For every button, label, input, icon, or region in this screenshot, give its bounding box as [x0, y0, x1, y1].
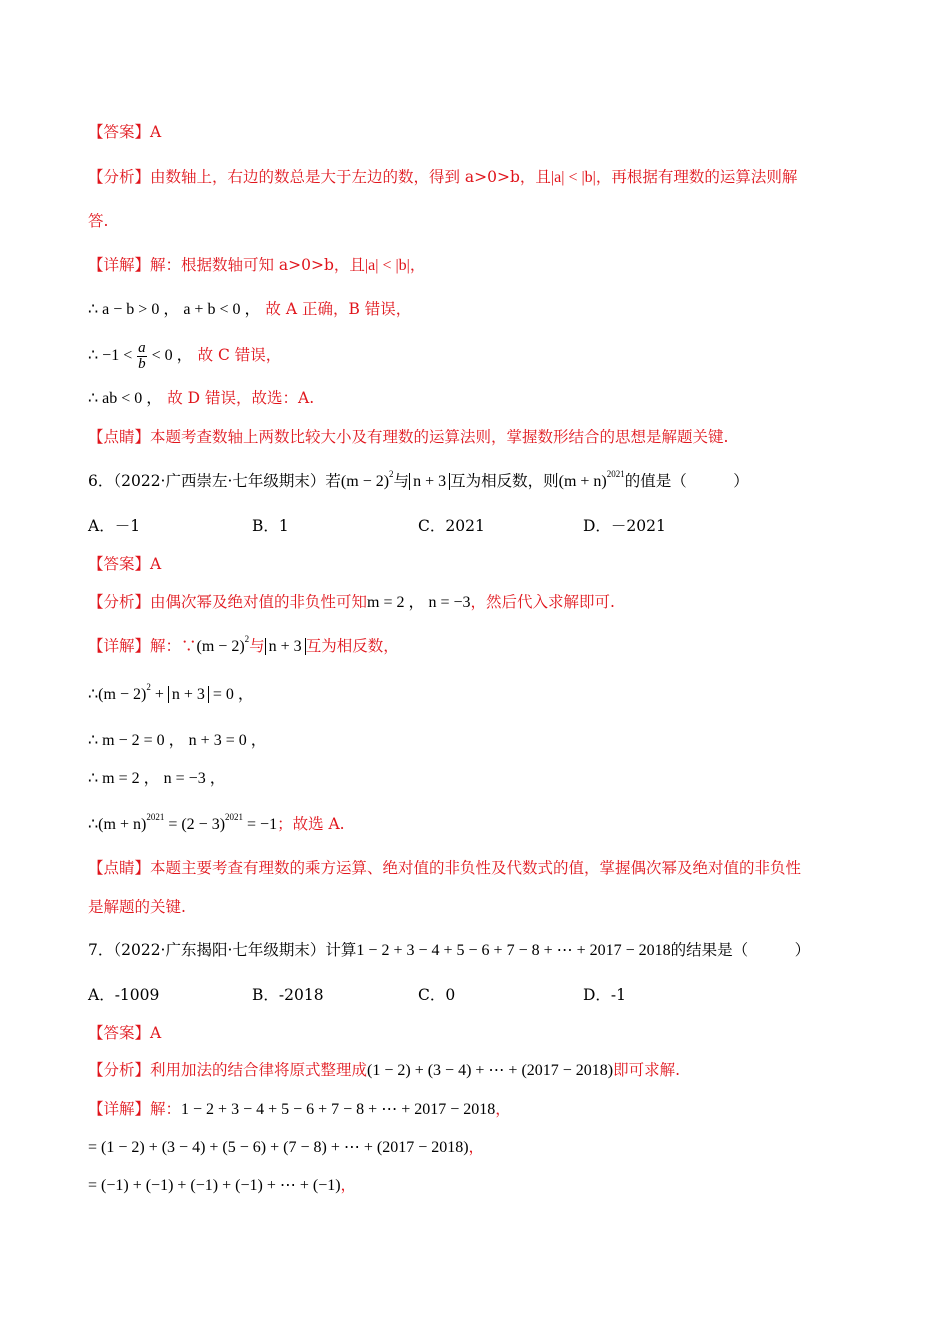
q6-detail-base: (m − 2) — [196, 638, 245, 655]
q5-answer: 【答案】A — [88, 123, 162, 141]
q7-option-d: D．-1 — [583, 986, 627, 1004]
q6-comment-cont: 是解题的关键. — [88, 898, 186, 916]
q6-analysis-text-a: 【分析】由偶次幂及绝对值的非负性可知 — [88, 593, 368, 611]
q5-step-1-math: ∴ a − b > 0 ， a + b < 0 ， — [88, 301, 261, 318]
q6-detail-text-a: 【详解】解：∵ — [88, 637, 197, 655]
q5-comment: 【点睛】本题考查数轴上两数比较大小及有理数的运算法则，掌握数形结合的思想是解题关键. — [88, 428, 729, 446]
q6-stem-abs: n + 3 — [409, 473, 450, 490]
q5-analysis-text-b: ，再根据有理数的运算法则解 — [595, 168, 798, 186]
q6-detail-abs: n + 3 — [265, 638, 306, 655]
q6-step-4-exponent-1: 2021 — [146, 812, 165, 822]
q7-option-b: B．-2018 — [252, 986, 324, 1004]
q7-stem-text-a: 7．（2022·广东揭阳·七年级期末）计算 — [88, 941, 357, 959]
q6-step-1 — [88, 684, 254, 706]
q6-stem-base-1: (m − 2) — [340, 473, 390, 490]
q6-detail-exponent: 2 — [244, 634, 250, 644]
q7-step-2-punct: ， — [340, 1176, 357, 1194]
q6-option-a: A．－1 — [88, 517, 141, 535]
q7-detail-math: 1 − 2 + 3 − 4 + 5 − 6 + 7 − 8 + ⋯ + 2017 − 2018 — [181, 1101, 496, 1118]
q6-stem-expr-2 — [558, 469, 625, 490]
q5-detail-text-a: 【详解】解：根据数轴可知 a>0>b，且 — [88, 256, 365, 274]
q7-detail-text-b: ， — [495, 1100, 511, 1118]
q6-step-4-exponent-2: 2021 — [225, 812, 244, 822]
q5-step-3-text: 故 D 错误，故选：A. — [167, 389, 315, 407]
q6-step-3: ∴ m = 2 ， n = −3 ， — [88, 770, 226, 787]
q6-stem-base-2: (m + n) — [558, 473, 607, 490]
q6-step-1-base: ∴(m − 2) — [88, 686, 147, 703]
q7-step-1 — [88, 1136, 484, 1159]
q7-step-1-math: = (1 − 2) + (3 − 4) + (5 − 6) + (7 − 8) + ⋯ + (2017 − 2018) — [88, 1139, 469, 1156]
q7-analysis — [88, 1059, 680, 1082]
q7-detail-text-a: 【详解】解： — [88, 1100, 182, 1118]
q6-analysis-math: m = 2 ， n = −3 — [367, 594, 471, 611]
q6-stem-exponent-2: 2021 — [606, 469, 625, 479]
q7-option-a: A．-1009 — [88, 986, 160, 1004]
q7-stem-math: 1 − 2 + 3 − 4 + 5 − 6 + 7 − 8 + ⋯ + 2017 − 2018 — [356, 942, 671, 959]
q6-step-2: ∴ m − 2 = 0 ， n + 3 = 0 ， — [88, 732, 267, 749]
q6-step-1-rest: = 0 ， — [208, 686, 254, 703]
q5-step-2-fraction — [137, 341, 147, 372]
q6-detail-text-c: 互为相反数， — [305, 637, 399, 655]
q6-analysis-text-b: ，然后代入求解即可. — [470, 593, 615, 611]
q5-fraction-numerator: a — [138, 339, 146, 356]
q5-step-3-math: ∴ ab < 0 ， — [88, 390, 163, 407]
q7-step-1-punct: ， — [468, 1138, 485, 1156]
q7-analysis-text-b: 即可求解. — [613, 1061, 681, 1079]
q6-detail-expr — [196, 634, 250, 655]
q7-detail — [88, 1098, 511, 1121]
q7-stem-text-b: 的结果是（ ） — [670, 941, 811, 959]
q5-analysis — [88, 166, 797, 189]
q6-stem-text-d: 的值是（ ） — [624, 472, 749, 490]
q6-stem — [88, 470, 749, 493]
q7-analysis-text-a: 【分析】利用加法的结合律将原式整理成 — [88, 1061, 368, 1079]
q5-step-3 — [88, 387, 314, 410]
q6-step-1-abs: n + 3 — [168, 686, 209, 703]
q6-step-1-plus: + — [150, 686, 168, 703]
q5-analysis-abs: |a| < |b| — [550, 169, 596, 186]
q6-step-4-base-1: ∴(m + n) — [88, 816, 147, 833]
q6-step-4-base-2: = (2 − 3) — [164, 816, 226, 833]
q5-step-2-pre: ∴ −1 < — [88, 347, 133, 364]
q5-detail-abs: |a| < |b| — [364, 257, 410, 274]
q6-answer: 【答案】A — [88, 555, 162, 573]
q6-comment: 【点睛】本题主要考查有理数的乘方运算、绝对值的非负性及代数式的值，掌握偶次幂及绝对值的非负性 — [88, 859, 802, 877]
q5-fraction-denominator: b — [138, 355, 146, 372]
q6-stem-expr-1 — [340, 469, 394, 490]
q7-analysis-math: (1 − 2) + (3 − 4) + ⋯ + (2017 − 2018) — [367, 1062, 614, 1079]
q7-step-2-math: = (−1) + (−1) + (−1) + (−1) + ⋯ + (−1) — [88, 1177, 341, 1194]
q7-stem — [88, 939, 810, 962]
q6-step-4-result: = −1 — [243, 816, 278, 833]
q7-option-c: C．0 — [418, 986, 456, 1004]
q6-detail — [88, 635, 399, 658]
q6-option-c: C．2021 — [418, 517, 485, 535]
q5-step-2-post: < 0 ， — [151, 347, 193, 364]
q6-step-4 — [88, 813, 345, 836]
q6-stem-text-a: 6．（2022·广西崇左·七年级期末）若 — [88, 472, 341, 490]
q6-option-d: D．－2021 — [583, 517, 666, 535]
q6-step-1-exponent: 2 — [146, 682, 151, 692]
q7-answer: 【答案】A — [88, 1024, 162, 1042]
q5-step-1 — [88, 298, 411, 321]
q6-stem-text-b: 与 — [393, 472, 410, 490]
q6-detail-text-b: 与 — [249, 637, 265, 655]
q5-step-1-text: 故 A 正确，B 错误， — [265, 300, 412, 318]
q6-analysis — [88, 591, 615, 614]
q6-stem-text-c: 互为相反数，则 — [450, 472, 559, 490]
q7-step-2 — [88, 1174, 356, 1197]
q6-stem-exponent-1: 2 — [389, 469, 394, 479]
q5-analysis-cont: 答. — [88, 212, 109, 230]
q6-step-4-math — [88, 812, 278, 833]
q5-detail-text-b: ， — [409, 256, 426, 274]
q6-step-4-text: ；故选 A. — [277, 815, 345, 833]
q5-step-2-text: 故 C 错误， — [197, 346, 282, 364]
q5-analysis-text-a: 【分析】由数轴上，右边的数总是大于左边的数，得到 a>0>b，且 — [88, 168, 551, 186]
q5-detail — [88, 254, 425, 277]
q6-option-b: B．1 — [252, 517, 289, 535]
q5-step-2 — [88, 340, 281, 372]
